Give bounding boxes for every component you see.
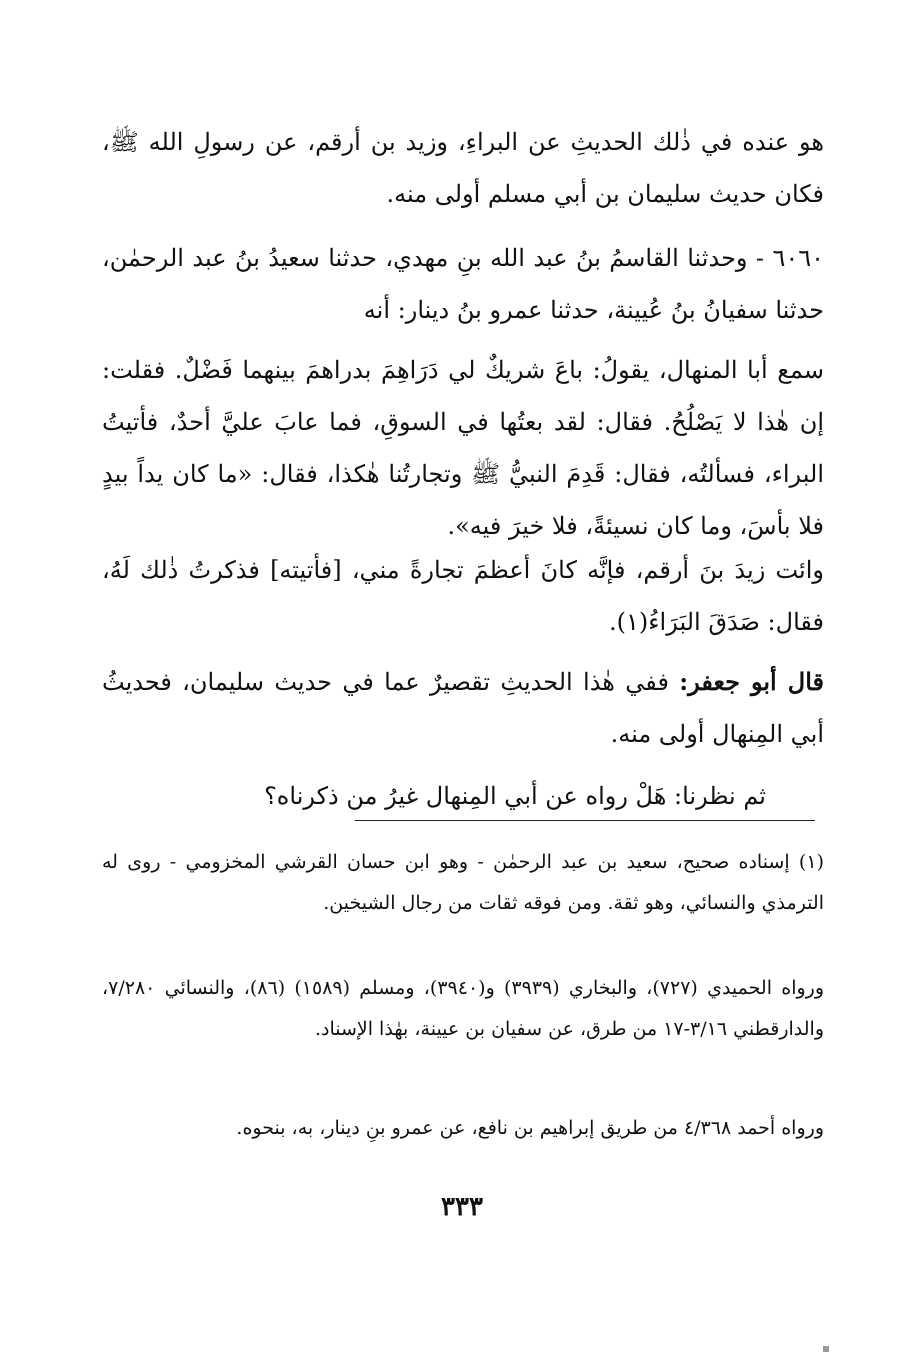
abu-jafar-text: ففي هٰذا الحديثِ تقصيرٌ عما في حديث سليمان، فحديثُ أبي المِنهال أولى منه. <box>102 668 824 748</box>
footnote-text: ورواه أحمد ٤/٣٦٨ من طريق إبراهيم بن نافع، عن عمرو بنِ دينار، به، بنحوه. <box>236 1117 824 1139</box>
paragraph-text: سمع أبا المنهال، يقولُ: باعَ شريكٌ لي دَرَاهِمَ بدراهمَ بينهما فَضْلٌ. فقلت: إن هٰذا لا يَصْلُحُ. فقال: لقد بعتُها في السوقِ، فما عابَ عليَّ أحدٌ، فأتيتُ البراء، فسألتُه، فقال: قَدِمَ النبيُّ ﷺ وتجارتُنا هٰكذا، فقال: «ما كان يداً بيدٍ فلا بأسَ، وما كان نسيئةً، فلا خيرَ فيه». <box>102 356 824 540</box>
page-number: ٣٣٣ <box>441 1192 483 1222</box>
abu-jafar-label: قال أبو جعفر: <box>679 667 824 696</box>
footnote-separator <box>355 820 815 821</box>
footnote-3 <box>102 1108 824 1149</box>
footnote-2 <box>102 968 824 1050</box>
paragraph-text: ثم نظرنا: هَلْ رواه عن أبي المِنهال غيرُ من ذكرناه؟ <box>264 782 766 810</box>
paragraph-question <box>102 770 824 822</box>
hadith-6060-isnad <box>102 232 824 336</box>
hadith-6060-matn <box>102 344 824 552</box>
abu-jafar-comment <box>102 656 824 760</box>
footnote-text: ورواه الحميدي (٧٢٧)، والبخاري (٣٩٣٩) و(٣٩٤٠)، ومسلم (١٥٨٩) (٨٦)، والنسائي ٧/٢٨٠، والدارقطني ٣/١٦-١٧ من طرق، عن سفيان بن عيينة، بهٰذا الإسناد. <box>102 977 824 1040</box>
footnote-1 <box>102 842 824 924</box>
hadith-6060-continuation <box>102 544 824 648</box>
scan-speck <box>823 1346 829 1352</box>
paragraph-text: وائت زيدَ بنَ أرقم، فإنَّه كانَ أعظمَ تجارةً مني، [فأتيته] فذكرتُ ذٰلك لَهُ، فقال: صَدَقَ البَرَاءُ(١). <box>102 556 824 636</box>
footnote-text: (١) إسناده صحيح، سعيد بن عبد الرحمٰن - وهو ابن حسان القرشي المخزومي - روى له الترمذي والنسائي، وهو ثقة. ومن فوقه ثقات من رجال الشيخين. <box>102 851 824 914</box>
paragraph-text: ٦٠٦٠ - وحدثنا القاسمُ بنُ عبد الله بنِ مهدي، حدثنا سعيدُ بنُ عبد الرحمٰن، حدثنا سفيانُ بنُ عُيينة، حدثنا عمرو بنُ دينار: أنه <box>102 244 824 324</box>
paragraph-text: هو عنده في ذٰلك الحديثِ عن البراءِ، وزيد بن أرقم، عن رسولِ الله ﷺ، فكان حديث سليمان بن أبي مسلم أولى منه. <box>102 128 824 208</box>
paragraph-1 <box>102 116 824 220</box>
